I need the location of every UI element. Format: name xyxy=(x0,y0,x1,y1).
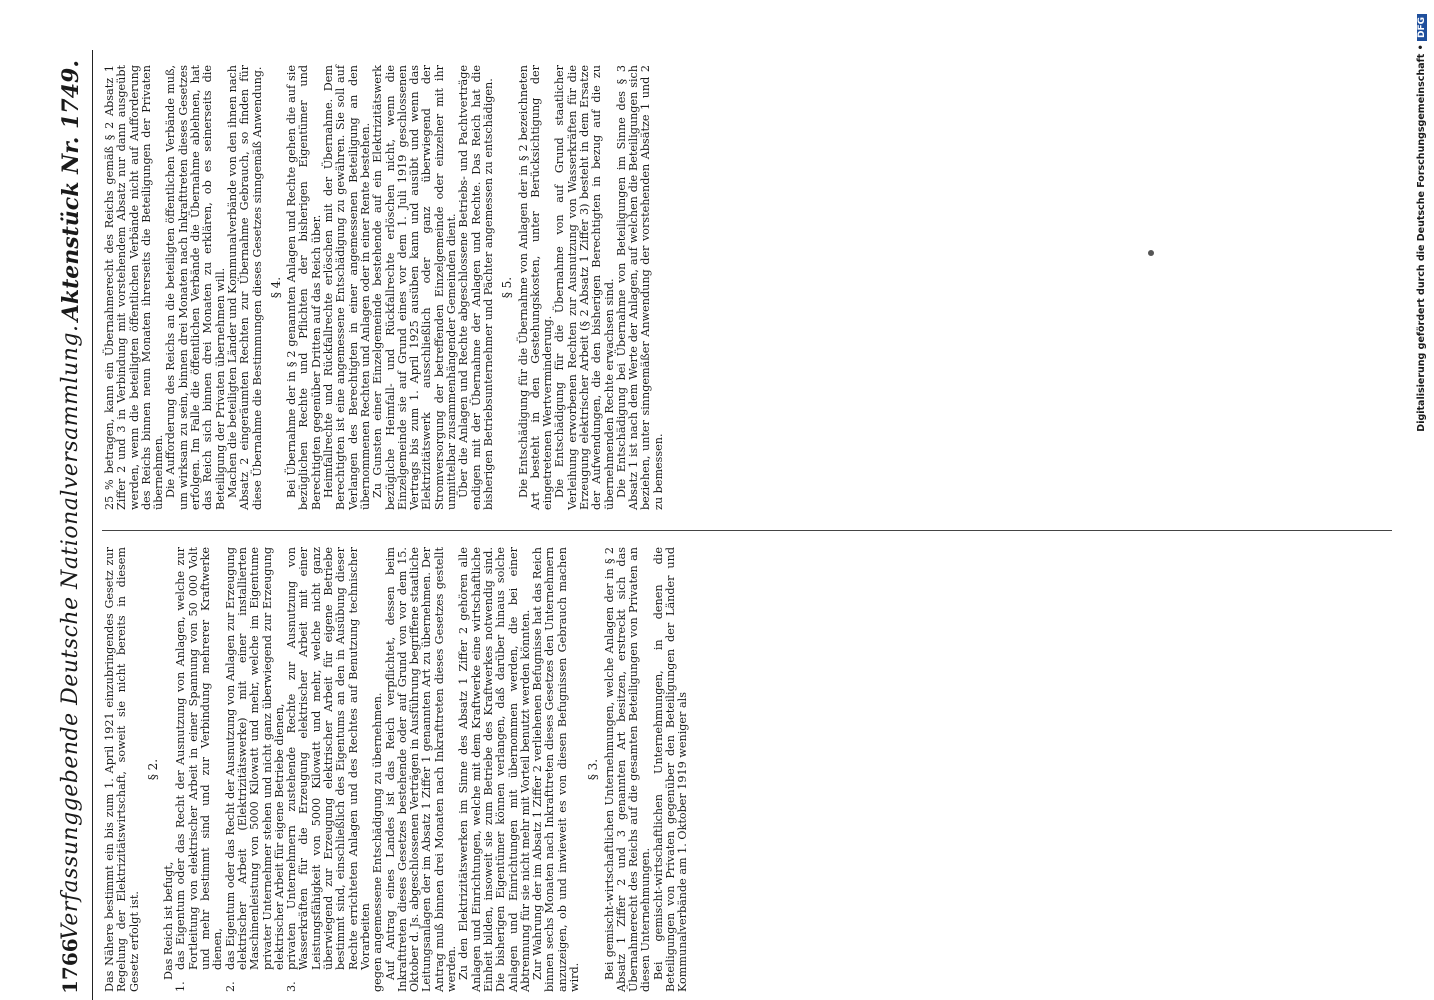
rotated-page xyxy=(52,50,1392,1000)
left-column xyxy=(104,547,690,992)
paragraph-zu-den: Zu den Elektrizitätswerken im Sinne des Absatz 1 Ziffer 2 gehören alle Anlagen und Einrichtungen, welche mit dem Kraftwerke eine wirtschaftliche Einheit bilden, insoweit sie zum Betriebe des Kraftwerkes notwendig sind. Die bisherigen Eigentümer können verlangen, daß darüber hinaus solche Anlagen und Einrichtungen mit übernommen werden, die bei einer Abtrennung für sie nicht mehr mit Vorteil benutzt werden könnten. xyxy=(457,547,532,992)
dfg-logo: DFG xyxy=(1417,14,1427,41)
paragraph-wahrung: Zur Wahrung der im Absatz 1 Ziffer 2 verliehenen Befugnisse hat das Reich binnen sechs Monaten nach Inkrafttreten dieses Gesetzes den Unternehmern anzuzeigen, ob und inwieweit es von diesen Befugnissen Gebrauch machen wird. xyxy=(531,547,581,992)
section-heading-2: § 2. xyxy=(145,758,160,781)
section-heading-5: § 5. xyxy=(500,276,515,299)
paragraph-sec5-2: Die Entschädigung für die Übernahme von auf Grund staatlicher Verleihung erworbenen Rechten zur Ausnutzung von Wasserkräften für die Erzeugung elektrischer Arbeit (§ 2 Absatz 1 Ziffer 3) besteht in dem Ersatze der Aufwendungen, die den bisherigen Berechtigten in bezug auf die zu übernehmenden Rechte erwachsen sind. xyxy=(553,65,616,510)
credit-text: Digitalisierung gefördert durch die Deutsche Forschungsgemeinschaft • xyxy=(1416,44,1427,432)
paragraph-sec3-2: Bei gemischt-wirtschaftlichen Unternehmungen, in denen die Beteiligungen von Privaten gegenüber den Beteiligungen der Länder und Kommunalverbände am 1. Oktober 1919 weniger als xyxy=(651,547,690,992)
paragraph-sec4-1: Bei Übernahme der in § 2 genannten Anlagen und Rechte gehen die auf sie bezüglichen Rechte und Pflichten der bisherigen Eigentümer und Berechtigten gegenüber Dritten auf das Reich über. xyxy=(285,65,323,510)
paragraph-sec4-4: Über die Anlagen und Rechte abgeschlossene Betriebs- und Pachtverträge endigen mit der Übernahme der Anlagen und Rechte. Das Reich hat die bisherigen Betriebsunternehmer und Pächter angemessen zu entschädigen. xyxy=(457,65,495,510)
right-column xyxy=(104,65,665,510)
items-tail: gegen angemessene Entschädigung zu übernehmen. xyxy=(371,692,385,992)
section-heading-4: § 4. xyxy=(268,276,283,299)
digitization-credit xyxy=(1394,0,1434,1000)
list-item-number: 2. xyxy=(223,981,237,992)
page-number: 1766 xyxy=(58,938,82,994)
list-item-number: 1. xyxy=(174,981,188,992)
section-2-lead: Das Reich ist befugt, xyxy=(162,861,176,980)
list-item xyxy=(225,547,286,992)
paragraph-aufforderung: Die Aufforderung des Reichs an die beteiligten öffentlichen Verbände muß, um wirksam zu sein, binnen drei Monaten nach Inkrafttreten dieses Gesetzes erfolgen. Im Falle die öffentlichen Verbände die Übernahme ablehnen, hat das Reich sich binnen drei Monaten zu erklären, ob es seinerseits die Beteiligung der Privaten übernehmen will. xyxy=(164,65,227,510)
page-title: Verfassunggebende Deutsche Nationalversammlung. xyxy=(58,324,83,940)
paragraph-continuation: 25 % betragen, kann ein Übernahmerecht des Reichs gemäß § 2 Absatz 1 Ziffer 2 und 3 in Verbindung mit vorstehendem Absatz nur dann ausgeübt werden, wenn die beteiligten öffentlichen Verbände nicht auf Aufforderung des Reichs binnen neun Monaten ihrerseits die Beteiligungen der Privaten übernehmen. xyxy=(103,65,166,510)
document-reference: Aktenstück Nr. 1749. xyxy=(58,60,84,322)
paragraph-antrag: Auf Antrag eines Landes ist das Reich verpflichtet, dessen beim Inkrafttreten dieses Gesetzes bestehende oder auf Grund von vor dem 15. Oktober d. Js. abgeschlossenen Verträgen in Ausführung begriffene staatliche Leitungsanlagen der im Absatz 1 Ziffer 1 genannten Art zu übernehmen. Der Antrag muß binnen drei Monaten nach Inkrafttreten dieses Gesetzes gestellt werden. xyxy=(383,547,459,992)
intro-paragraph: Das Nähere bestimmt ein bis zum 1. April 1921 einzubringendes Gesetz zur Regelung der Elektrizitätswirtschaft, soweit sie nicht bereits in diesem Gesetz erfolgt ist. xyxy=(103,547,141,992)
list-item-text: das Eigentum oder das Recht der Ausnutzung von Anlagen zur Erzeugung elektrischer Arbeit (Elektrizitätswerke) mit einer installierten Maschinenleistung von 5000 Kilowatt und mehr, welche im Eigentume privater Unternehmer stehen und nicht ganz überwiegend zur Erzeugung elektrischer Arbeit für eigene Betriebe dienen, xyxy=(223,547,286,970)
page-header xyxy=(52,50,93,1000)
list-item xyxy=(175,547,224,992)
paragraph-sec5-1: Die Entschädigung für die Übernahme von Anlagen der in § 2 bezeichneten Art besteht in den Gestehungskosten, unter Berücksichtigung der eingetretenen Wertverminderung. xyxy=(516,65,555,510)
paragraph-sec5-3: Die Entschädigung bei Übernahme von Beteiligungen im Sinne des § 3 Absatz 1 ist nach dem Werte der Anlagen, auf welchen die Beteiligungen sich beziehen, unter sinngemäßer Anwendung der vorstehenden Absätze 1 und 2 zu bemessen. xyxy=(614,65,665,510)
paragraph-sec4-2: Heimfallrechte und Rückfallrechte erlöschen mit der Übernahme. Dem Berechtigten ist eine angemessene Entschädigung zu gewähren. Sie soll auf Verlangen des Berechtigten in einer angemessenen Beteiligung an den übernommenen Rechten und Anlagen oder in einer Rente bestehen. xyxy=(322,65,372,510)
margin-mark xyxy=(1148,250,1154,256)
list-item-text: das Eigentum oder das Recht der Ausnutzung von Anlagen, welche zur Fortleitung von elektrischer Arbeit in einer Spannung von 50 000 Volt und mehr bestimmt sind und zur Verbindung mehrerer Kraftwerke dienen, xyxy=(174,547,225,970)
paragraph-sec4-3: Zu Gunsten einer Einzelgemeinde bestehende auf ein Elektrizitätswerk bezügliche Heimfall- und Rückfallrechte erlöschen nicht, wenn die Einzelgemeinde sie auf Grund eines vor dem 1. Juli 1919 geschlossenen Vertrags bis zum 1. April 1925 ausüben kann und ausübt und wenn das Elektrizitätswerk ausschließlich oder ganz überwiegend der Stromversorgung der betreffenden Einzelgemeinde oder einzelner mit ihr unmittelbar zusammenhängender Gemeinden dient. xyxy=(371,65,459,510)
column-divider xyxy=(102,530,1392,531)
paragraph-sec3-1: Bei gemischt-wirtschaftlichen Unternehmungen, welche Anlagen der in § 2 Absatz 1 Ziffer 2 und 3 genannten Art besitzen, erstreckt sich das Übernahmerecht des Reichs auf die gesamten Beteiligungen von Privaten an diesen Unternehmungen. xyxy=(602,547,653,992)
paragraph-machen: Machen die beteiligten Länder und Kommunalverbände von den ihnen nach Absatz 2 eingeräumten Rechten zur Übernahme Gebrauch, so finden für diese Übernahme die Bestimmungen dieses Gesetzes sinngemäß Anwendung. xyxy=(225,65,264,510)
list-item xyxy=(286,547,372,992)
section-heading-3: § 3. xyxy=(586,758,601,781)
list-item-text: privaten Unternehmern zustehende Rechte zur Ausnutzung von Wasserkräften für die Erzeugung elektrischer Arbeit mit einer Leistungsfähigkeit von 5000 Kilowatt und mehr, welche nicht ganz überwiegend zur Erzeugung elektrischer Arbeit für eigene Betriebe bestimmt sind, einschließlich des Eigentums an den in Ausübung dieser Rechte errichteten Anlagen und des Rechtes auf Benutzung technischer Vorarbeiten xyxy=(285,547,372,970)
list-item-number: 3. xyxy=(285,981,299,992)
